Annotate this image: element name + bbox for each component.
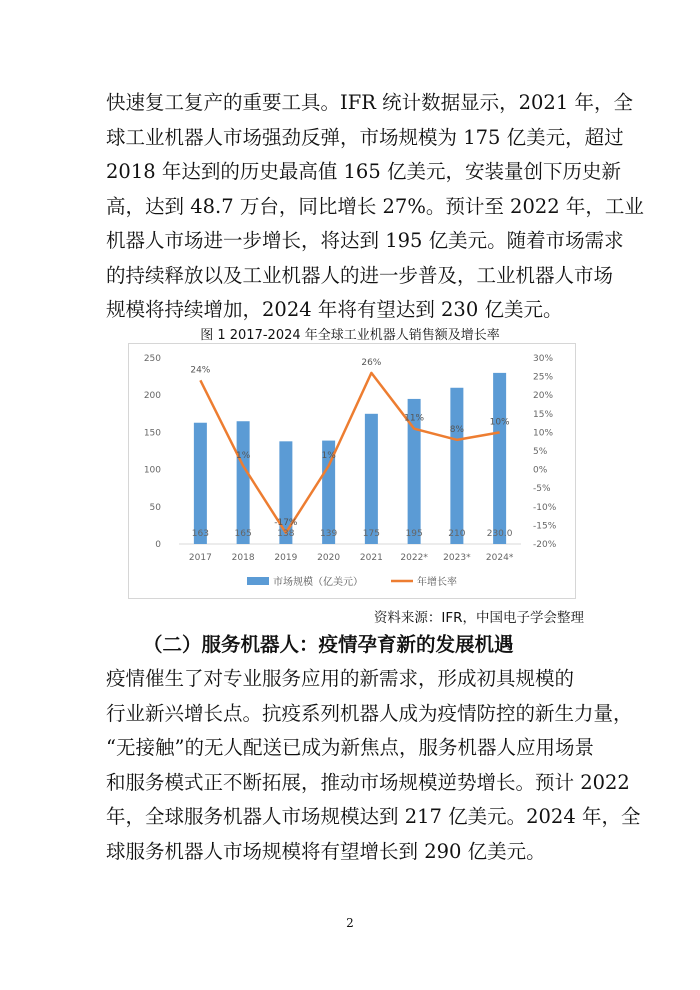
paragraph-2-line: 年，全球服务机器人市场规模达到 217 亿美元。2024 年，全 <box>106 805 641 828</box>
bar-value-label: 230.0 <box>486 529 513 539</box>
paragraph-1-line: 2018 年达到的历史最高值 165 亿美元，安装量创下历史新 <box>106 160 621 183</box>
bar-value-label: 165 <box>234 529 252 539</box>
y-right-tick-label: -5% <box>533 484 551 495</box>
y-right-tick-label: -10% <box>533 502 557 513</box>
growth-rate-label: 8% <box>449 424 465 435</box>
y-right-tick-label: 30% <box>533 354 554 364</box>
y-left-tick-label: 0 <box>155 540 161 550</box>
y-right-tick-label: 15% <box>533 409 554 420</box>
paragraph-2-line: 球服务机器人市场规模将有望增长到 290 亿美元。 <box>106 839 546 863</box>
x-tick-label: 2024* <box>485 553 514 563</box>
bar-value-label: 210 <box>448 529 466 539</box>
paragraph-1-line: 高，达到 48.7 万台，同比增长 27%。预计至 2022 年，工业 <box>106 194 644 218</box>
bar-value-label: 175 <box>362 529 380 539</box>
y-left-tick-label: 150 <box>143 428 161 439</box>
paragraph-2 <box>106 662 641 869</box>
growth-rate-label: 1% <box>235 450 251 461</box>
paragraph-1-line: 规模将持续增加，2024 年将有望达到 230 亿美元。 <box>106 298 563 321</box>
legend-bar-swatch <box>247 577 269 585</box>
paragraph-1-line: 球工业机器人市场强劲反弹，市场规模为 175 亿美元，超过 <box>106 125 624 149</box>
bar-value-label: 195 <box>405 529 423 539</box>
figure-caption: 图 1 2017-2024 年全球工业机器人销售额及增长率 <box>200 328 500 343</box>
growth-rate-label: 24% <box>190 365 211 376</box>
growth-rate-label: -17% <box>274 517 298 528</box>
y-left-tick-label: 250 <box>143 354 161 364</box>
y-left-tick-label: 50 <box>149 502 161 513</box>
bar-value-label: 163 <box>191 529 209 539</box>
section-heading: （二）服务机器人：疫情孕育新的发展机遇 <box>143 633 514 656</box>
growth-rate-label: 11% <box>404 413 425 424</box>
y-right-tick-label: -15% <box>533 521 557 532</box>
paragraph-2-line: 疫情催生了对专业服务应用的新需求，形成初具规模的 <box>106 667 575 690</box>
bar <box>362 414 380 544</box>
y-left-tick-label: 100 <box>143 465 161 476</box>
x-tick-label: 2019 <box>274 553 298 563</box>
x-tick-label: 2022* <box>400 553 428 563</box>
bar <box>191 423 209 544</box>
y-right-tick-label: 10% <box>533 428 554 439</box>
y-right-tick-label: 25% <box>533 372 554 383</box>
x-tick-label: 2023* <box>443 553 471 563</box>
bar <box>493 373 506 544</box>
paragraph-1-line: 快速复工复产的重要工具。IFR 统计数据显示，2021 年，全 <box>106 91 633 114</box>
source-note: 资料来源：IFR，中国电子学会整理 <box>373 610 584 626</box>
chart-container <box>128 343 576 599</box>
bar <box>448 388 466 544</box>
y-right-tick-label: 20% <box>533 391 554 402</box>
bar <box>234 421 252 544</box>
paragraph-2-line: 行业新兴增长点。抗疫系列机器人成为疫情防控的新生力量， <box>106 701 633 725</box>
growth-rate-label: 26% <box>361 357 382 368</box>
x-tick-label: 2020 <box>317 553 341 563</box>
y-left-tick-label: 200 <box>143 391 161 402</box>
bar-value-label: 138 <box>277 529 295 539</box>
legend-bar-label: 市场规模（亿美元） <box>273 577 363 588</box>
x-tick-label: 2021 <box>359 553 383 563</box>
paragraph-1-line: 机器人市场进一步增长，将达到 195 亿美元。随着市场需求 <box>106 229 624 252</box>
paragraph-1 <box>106 86 644 328</box>
growth-rate-label: 1% <box>321 450 336 461</box>
growth-rate-label: 10% <box>489 417 510 428</box>
x-tick-label: 2017 <box>188 553 212 563</box>
legend-line-label: 年增长率 <box>417 577 457 588</box>
paragraph-2-line: 和服务模式正不断拓展，推动市场规模逆势增长。预计 2022 <box>106 770 630 794</box>
page-number: 2 <box>346 916 354 930</box>
paragraph-1-line: 的持续释放以及工业机器人的进一步普及，工业机器人市场 <box>106 263 614 287</box>
y-right-tick-label: -20% <box>533 540 557 550</box>
y-right-tick-label: 0% <box>533 465 548 476</box>
x-tick-label: 2018 <box>231 553 255 563</box>
paragraph-2-line: “无接触”的无人配送已成为新焦点，服务机器人应用场景 <box>106 736 594 759</box>
chart-svg <box>129 344 575 598</box>
bar-value-label: 139 <box>320 529 338 539</box>
y-right-tick-label: 5% <box>533 447 548 457</box>
